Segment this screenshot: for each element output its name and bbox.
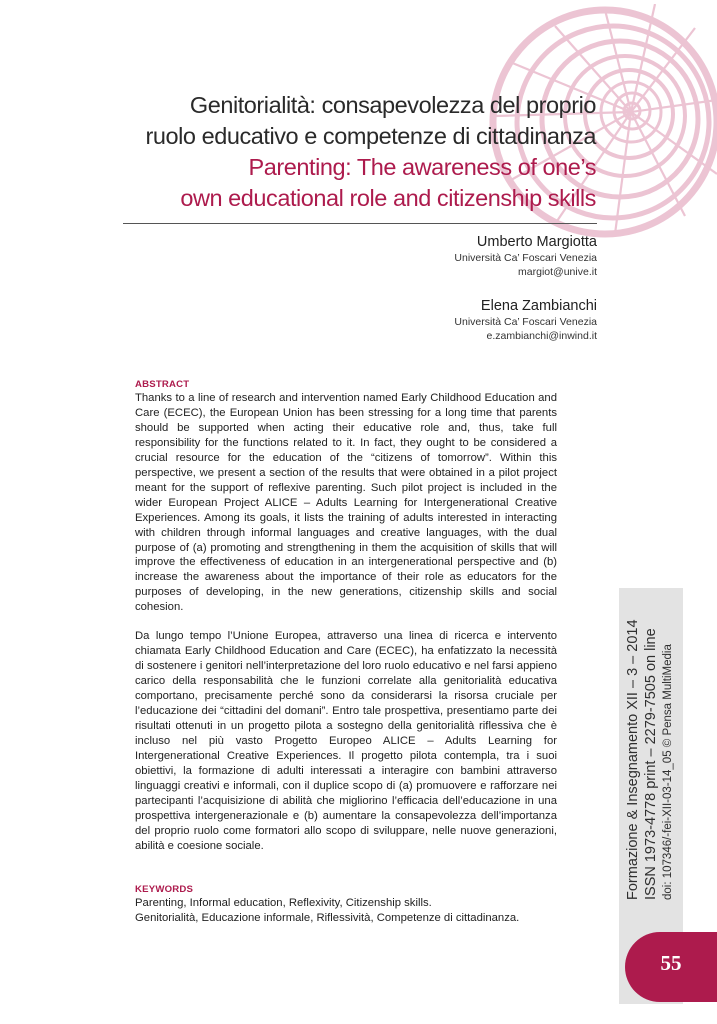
keywords-section xyxy=(135,883,557,926)
keywords-italian: Genitorialità, Educazione informale, Riflessività, Competenze di cittadinanza. xyxy=(135,911,520,924)
journal-issue: Formazione & Insegnamento XII – 3 – 2014 xyxy=(625,619,641,900)
keywords-english: Parenting, Informal education, Reflexivity, Citizenship skills. xyxy=(135,897,432,909)
journal-doi: doi: 107346/-fei-XII-03-14_05 © Pensa MultiMedia xyxy=(662,644,674,900)
journal-issn: ISSN 1973-4778 print – 2279-7505 on line xyxy=(643,628,659,900)
author-email[interactable]: e.zambianchi@inwind.it xyxy=(486,330,597,342)
title-english-line-2: own educational role and citizenship skills xyxy=(180,185,596,211)
abstract-english: Thanks to a line of research and intervention named Early Childhood Education and Care (ECEC), the European Union has been stressing for a long time that parents should be supported when acting their educative role and, thus, take full responsibility for the functions related to it. In fact, they ought to be considered a crucial resource for the education of the “citizens of tomorrow”. Within this perspective, we present a section of the results that were obtained in a pilot project meant for the support of reflexive parenting. Such pilot project is included in the wider European Project ALICE – Adults Learning for Intergenerational Creative Experiences. Among its goals, it lists the training of adults interested in interacting with children through informal languages and creative languages, with the dual purpose of (a) promoting and strengthening in them the acquisition of skills that will improve the effectiveness of education in an intergenerational perspective and (b) increase the awareness about the importance of their role as educators for the purposes of developing, in the new generations, citizenship skills and social cohesion. xyxy=(135,392,557,614)
abstract-section xyxy=(135,378,557,854)
journal-info-vertical xyxy=(624,590,676,900)
abstract-italian: Da lungo tempo l’Unione Europea, attraverso una linea di ricerca e intervento chiamata Early Childhood Education and Care (ECEC), ha enfatizzato la necessità di sostenere i genitori nell’interpretazione del loro ruolo educativo e nel farsi appieno carico della responsabilità che le funzioni correlate alla genitorialità educativa comportano, precisamente perché sono da considerarsi la risorsa cruciale per l’educazione dei “cittadini del domani”. Entro tale prospettiva, presentiamo parte dei risultati ottenuti in un progetto pilota a sostegno della genitorialità riflessiva che è incluso nel più vasto Progetto Europeo ALICE – Adults Learning for Intergenerational Creative Experiences. Il progetto pilota contempla, tra i suoi obiettivi, la formazione di adulti interessati a interagire con bambini attraverso linguaggi creativi e informali, con il duplice scopo di (a) promuovere e rafforzare nei partecipanti l’acquisizione di abilità che migliorino l’efficacia dell’educazione in una prospettiva intergenerazionale e (b) aumentare la consapevolezza dell’importanza del proprio ruolo come formatori allo scopo di sviluppare, nelle nuove generazioni, abilità e coesione sociale. xyxy=(135,630,557,852)
title-divider xyxy=(123,223,597,224)
keywords-heading: KEYWORDS xyxy=(135,884,194,895)
abstract-heading: ABSTRACT xyxy=(135,379,190,390)
author-affiliation: Università Ca’ Foscari Venezia xyxy=(454,252,597,264)
title-english-line-1: Parenting: The awareness of one’s xyxy=(248,154,596,180)
author-affiliation: Università Ca’ Foscari Venezia xyxy=(454,316,597,328)
author-name: Elena Zambianchi xyxy=(480,298,597,314)
author-email[interactable]: margiot@unive.it xyxy=(518,266,597,278)
author-block-2 xyxy=(454,297,597,343)
title-italian-line-1: Genitorialità: consapevolezza del proprio xyxy=(189,92,596,118)
title-italian-line-2: ruolo educativo e competenze di cittadinanza xyxy=(145,123,596,149)
article-title xyxy=(110,90,596,214)
author-name: Umberto Margiotta xyxy=(476,234,597,250)
author-block-1 xyxy=(454,233,597,279)
page-number: 55 xyxy=(660,951,682,975)
